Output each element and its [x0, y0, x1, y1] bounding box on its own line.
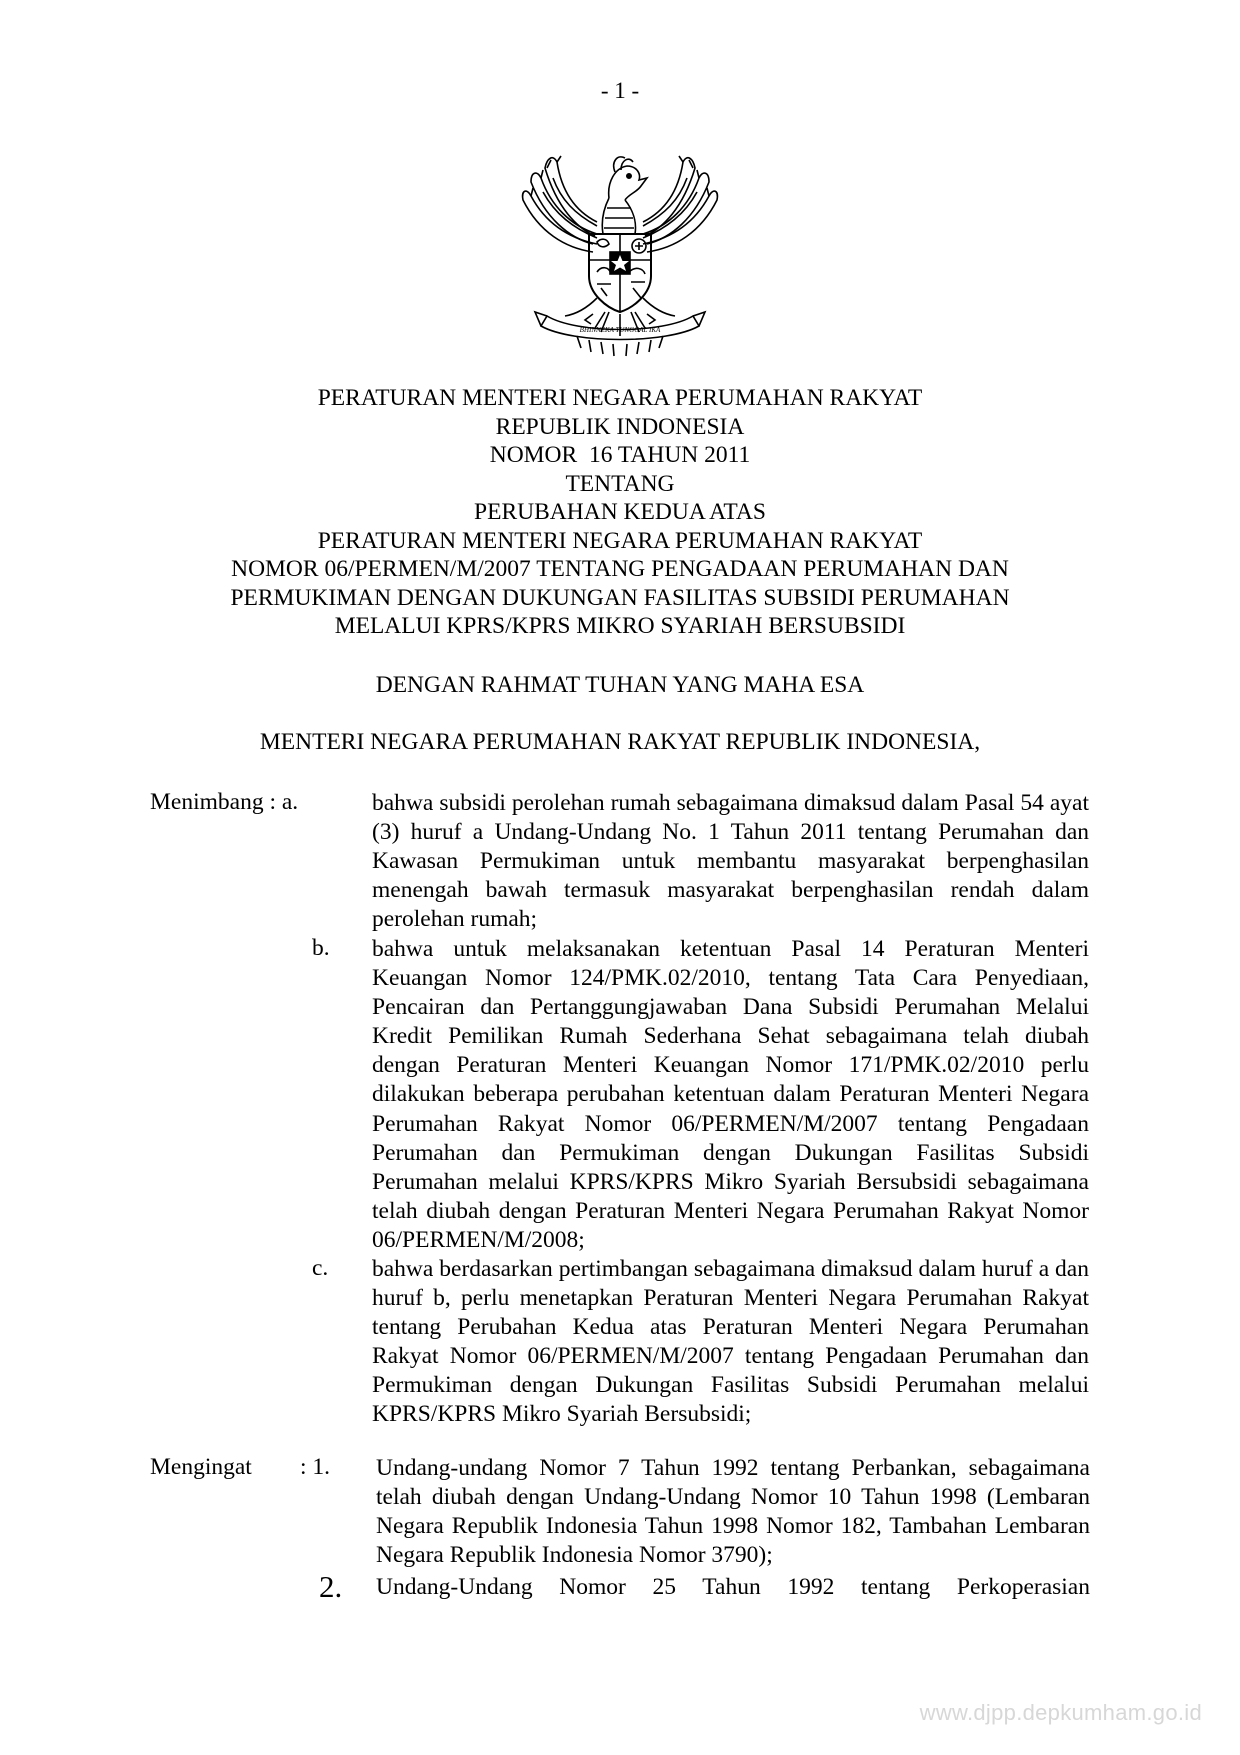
title-line: NOMOR 06/PERMEN/M/2007 TENTANG PENGADAAN PERUMAHAN DAN [231, 556, 1009, 582]
regulation-title [150, 384, 1090, 641]
menimbang-item-a: bahwa subsidi perolehan rumah sebagaimana dimaksud dalam Pasal 54 ayat (3) huruf a Undang-Undang No. 1 Tahun 2011 tentang Perumahan dan Kawasan Permukiman untuk membantu masyarakat berpenghasilan menengah bawah termasuk masyarakat berpenghasilan rendah dalam perolehan rumah; [372, 790, 1089, 933]
menimbang-item-c: bahwa berdasarkan pertimbangan sebagaimana dimaksud dalam huruf a dan huruf b, perlu menetapkan Peraturan Menteri Negara Perumahan Rakyat tentang Perubahan Kedua atas Peraturan Menteri Negara Perumahan Rakyat Nomor 06/PERMEN/M/2007 tentang Pengadaan Perumahan dan Permukiman dengan Dukungan Fasilitas Subsidi Perumahan melalui KPRS/KPRS Mikro Syariah Bersubsidi; [372, 1256, 1089, 1428]
title-line: PERATURAN MENTERI NEGARA PERUMAHAN RAKYAT [317, 385, 923, 411]
garuda-emblem-icon [517, 148, 723, 358]
mengingat-label: Mengingat [150, 1454, 252, 1480]
minister-heading: MENTERI NEGARA PERUMAHAN RAKYAT REPUBLIK INDONESIA, [259, 729, 981, 755]
title-line: PERATURAN MENTERI NEGARA PERUMAHAN RAKYAT [317, 527, 923, 554]
menimbang-letter-b: b. [312, 935, 330, 961]
title-line: MELALUI KPRS/KPRS MIKRO SYARIAH BERSUBSIDI [334, 613, 906, 639]
title-line: REPUBLIK INDONESIA [495, 413, 745, 440]
page-number: - 1 - [600, 78, 640, 103]
menimbang-label: Menimbang : a. [150, 789, 299, 815]
title-line: PERMUKIMAN DENGAN DUKUNGAN FASILITAS SUBSIDI PERUMAHAN [230, 584, 1010, 611]
watermark: www.djpp.depkumham.go.id [919, 1700, 1202, 1725]
title-line: NOMOR 16 TAHUN 2011 [489, 442, 751, 468]
menimbang-item-b: bahwa untuk melaksanakan ketentuan Pasal 14 Peraturan Menteri Keuangan Nomor 124/PMK.02/2010, tentang Tata Cara Penyediaan, Pencairan dan Pertanggungjawaban Dana Subsidi Perumahan Melalui Kredit Pemilikan Rumah Sederhana Sehat sebagaimana telah diubah dengan Peraturan Menteri Keuangan Nomor 171/PMK.02/2010 perlu dilakukan beberapa perubahan ketentuan dalam Peraturan Menteri Negara Perumahan Rakyat Nomor 06/PERMEN/M/2007 tentang Pengadaan Perumahan dan Permukiman dengan Dukungan Fasilitas Subsidi Perumahan melalui KPRS/KPRS Mikro Syariah Bersubsidi sebagaimana telah diubah dengan Peraturan Menteri Negara Perumahan Rakyat Nomor 06/PERMEN/M/2008; [372, 936, 1089, 1253]
invocation: DENGAN RAHMAT TUHAN YANG MAHA ESA [375, 672, 865, 698]
title-line: PERUBAHAN KEDUA ATAS [474, 499, 766, 525]
emblem-motto: BHINNEKA TUNGGAL IKA [579, 326, 661, 334]
mengingat-item-1: Undang-undang Nomor 7 Tahun 1992 tentang Perbankan, sebagaimana telah diubah dengan Undang-Undang Nomor 10 Tahun 1998 (Lembaran Negara Republik Indonesia Tahun 1998 Nomor 182, Tambahan Lembaran Negara Republik Indonesia Nomor 3790); [376, 1455, 1090, 1569]
mengingat-item-2: Undang-Undang Nomor 25 Tahun 1992 tentang Perkoperasian [376, 1574, 1090, 1600]
mengingat-number-2: 2. [319, 1569, 343, 1604]
menimbang-letter-c: c. [312, 1255, 329, 1281]
title-line: TENTANG [565, 470, 675, 497]
mengingat-colon-number: : 1. [300, 1454, 331, 1480]
